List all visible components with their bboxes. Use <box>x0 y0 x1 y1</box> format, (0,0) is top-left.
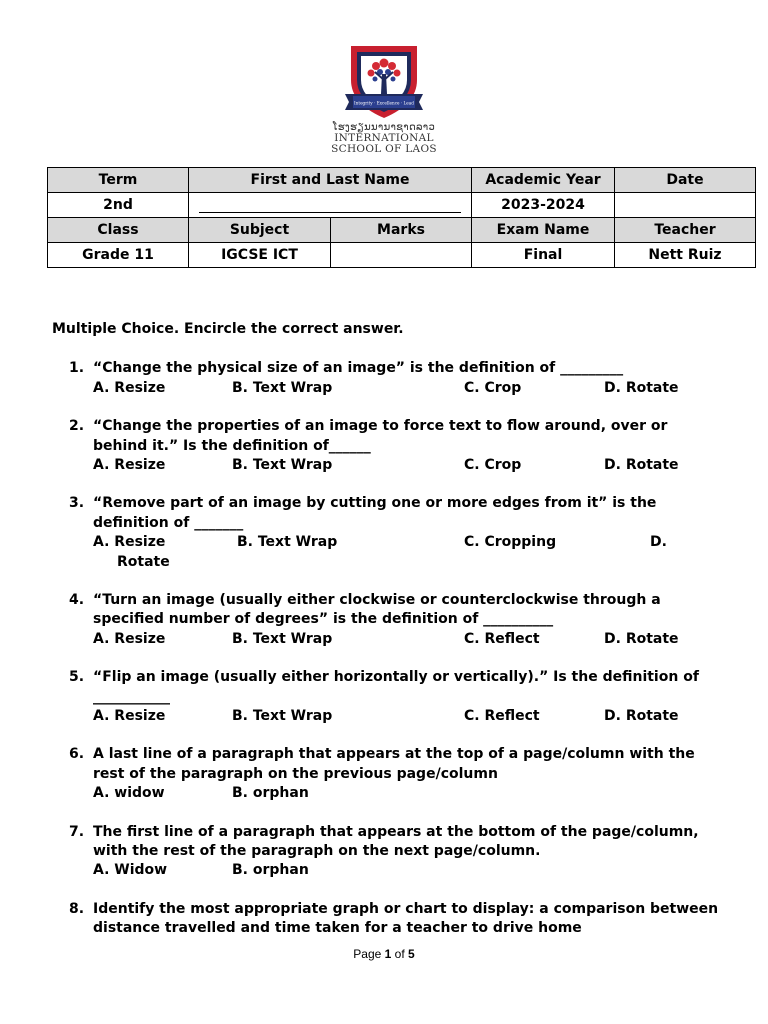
page-current: 1 <box>384 947 392 961</box>
question-number: 4. <box>69 592 85 609</box>
exam-info-table <box>47 167 756 268</box>
term-value: 2nd <box>48 193 189 218</box>
option-b[interactable]: B. Text Wrap <box>237 534 338 551</box>
option-b[interactable]: B. orphan <box>232 785 309 802</box>
academic-year-header: Academic Year <box>472 168 615 193</box>
class-header: Class <box>48 218 189 243</box>
question-text: “Remove part of an image by cutting one or more edges from it” is the definition of _______ <box>93 495 657 531</box>
svg-text:Integrity · Excellence · Lead: Integrity · Excellence · Lead <box>354 100 414 106</box>
answer-options <box>93 861 722 880</box>
date-header: Date <box>615 168 756 193</box>
marks-header: Marks <box>331 218 472 243</box>
question-7 <box>52 823 722 881</box>
name-field[interactable] <box>189 193 472 218</box>
class-value: Grade 11 <box>48 243 189 268</box>
option-b[interactable]: B. Text Wrap <box>232 708 333 725</box>
option-d-continuation[interactable]: Rotate <box>117 553 170 570</box>
option-a[interactable]: A. Widow <box>93 862 168 879</box>
question-4 <box>52 591 722 649</box>
question-text: “Change the properties of an image to force text to flow around, over or behind it.” Is the definition of______ <box>93 418 668 454</box>
date-field[interactable] <box>615 193 756 218</box>
option-c[interactable]: C. Reflect <box>464 708 540 725</box>
option-d[interactable]: D. Rotate <box>604 630 679 647</box>
option-a[interactable]: A. Resize <box>93 708 166 725</box>
question-6 <box>52 745 722 803</box>
answer-options <box>93 456 722 475</box>
option-b[interactable]: B. Text Wrap <box>232 630 333 647</box>
exam-name-header: Exam Name <box>472 218 615 243</box>
question-text: Identify the most appropriate graph or chart to display: a comparison between distance travelled and time taken for a teacher to drive home <box>93 900 719 937</box>
option-d[interactable]: D. Rotate <box>604 379 679 396</box>
question-number: 1. <box>69 360 85 377</box>
answer-options <box>93 533 722 552</box>
question-2 <box>52 417 722 475</box>
instructions: Multiple Choice. Encircle the correct answer. <box>52 321 404 337</box>
option-a[interactable]: A. Resize <box>93 630 166 647</box>
table-row <box>48 243 756 268</box>
question-8 <box>52 900 722 939</box>
page-total: 5 <box>408 947 415 961</box>
of-word: of <box>394 947 405 961</box>
exam-content <box>52 320 722 958</box>
option-c[interactable]: C. Reflect <box>464 630 540 647</box>
school-name <box>320 122 448 155</box>
table-header-row <box>48 218 756 243</box>
option-a[interactable]: A. Resize <box>93 534 166 551</box>
question-text: “Change the physical size of an image” is the definition of _________ <box>93 360 624 377</box>
question-number: 2. <box>69 418 85 435</box>
question-number: 5. <box>69 669 85 686</box>
question-text: A last line of a paragraph that appears at the top of a page/column with the rest of the paragraph on the previous page/column <box>93 746 695 782</box>
option-c[interactable]: C. Crop <box>464 379 522 396</box>
name-header: First and Last Name <box>189 168 472 193</box>
option-b[interactable]: B. Text Wrap <box>232 457 333 474</box>
question-number: 3. <box>69 495 85 512</box>
teacher-header: Teacher <box>615 218 756 243</box>
question-text: “Flip an image (usually either horizontally or vertically).” Is the definition of ___________ <box>93 669 699 705</box>
table-row <box>48 193 756 218</box>
question-text: “Turn an image (usually either clockwise or counterclockwise through a specified number of degrees” is the definition of __________ <box>93 592 661 628</box>
option-d[interactable]: D. <box>650 534 667 551</box>
subject-value: IGCSE ICT <box>189 243 331 268</box>
school-name-line1: INTERNATIONAL <box>334 132 434 144</box>
option-a[interactable]: A. widow <box>93 785 165 802</box>
name-blank-line <box>199 198 461 213</box>
teacher-value: Nett Ruiz <box>615 243 756 268</box>
question-3 <box>52 494 722 572</box>
shield-logo-icon <box>331 42 437 122</box>
subject-header: Subject <box>189 218 331 243</box>
option-b[interactable]: B. orphan <box>232 862 309 879</box>
option-a[interactable]: A. Resize <box>93 379 166 396</box>
answer-options <box>93 707 722 726</box>
option-c[interactable]: C. Cropping <box>464 534 557 551</box>
question-number: 7. <box>69 823 85 840</box>
page-word: Page <box>353 947 382 961</box>
option-b[interactable]: B. Text Wrap <box>232 379 333 396</box>
academic-year-value: 2023-2024 <box>472 193 615 218</box>
school-name-lao: ໂຮງຮຽນນານາຊາດລາວ <box>332 122 436 133</box>
school-name-line2: SCHOOL OF LAOS <box>331 143 437 155</box>
option-a[interactable]: A. Resize <box>93 457 166 474</box>
question-text: The first line of a paragraph that appears at the bottom of the page/column, with the rest of the paragraph on the next page/column. <box>93 823 699 860</box>
answer-options <box>93 630 722 649</box>
page-footer <box>0 947 768 961</box>
option-c[interactable]: C. Crop <box>464 457 522 474</box>
question-number: 6. <box>69 746 85 763</box>
answer-options <box>93 379 722 398</box>
question-1 <box>52 359 722 398</box>
exam-name-value: Final <box>472 243 615 268</box>
table-header-row <box>48 168 756 193</box>
option-d[interactable]: D. Rotate <box>604 457 679 474</box>
answer-options <box>93 784 722 803</box>
option-d[interactable]: D. Rotate <box>604 708 679 725</box>
marks-field[interactable] <box>331 243 472 268</box>
question-5 <box>52 668 722 726</box>
term-header: Term <box>48 168 189 193</box>
question-number: 8. <box>69 900 85 917</box>
